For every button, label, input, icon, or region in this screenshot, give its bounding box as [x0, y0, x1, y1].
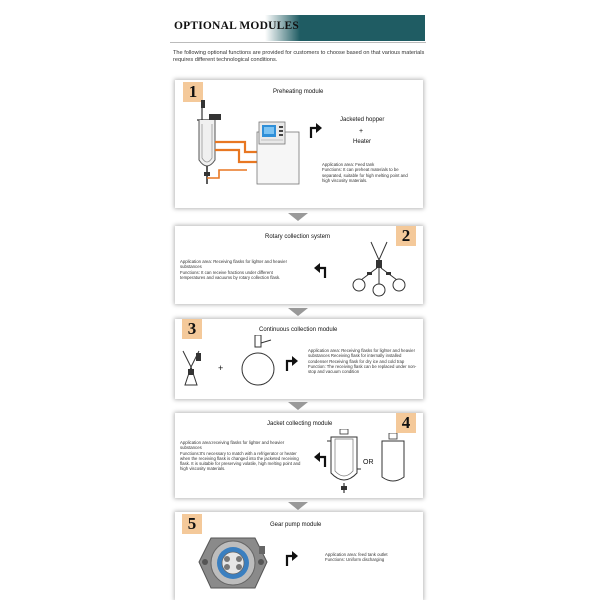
module-card-gear-pump: [175, 512, 423, 600]
receiving-flask-illustration: [380, 433, 406, 485]
option-plus-sign: +: [359, 128, 364, 135]
rotary-collector-illustration: [347, 238, 411, 300]
module-card-continuous-collection: [175, 319, 423, 399]
arrow-right-icon: [285, 355, 299, 371]
module-description: Application area: Receiving flasks for lighter and heavier substances Functions: It can receive fractions under different temperatures and vacuums by rotary collection flask.: [180, 259, 288, 280]
module-title: Rotary collection system: [265, 234, 331, 240]
header-divider: [170, 42, 426, 43]
module-card-jacket-collecting: [175, 413, 423, 498]
module-number-badge: 5: [182, 514, 202, 534]
arrow-right-icon: [309, 122, 323, 138]
module-title: Continuous collection module: [259, 327, 338, 333]
module-description: Application area: Receiving flasks for lighter and heavier substances Receiving flask for internally installed condenser Receiving flask for dry ice and cold trap Function: The receiving flask can be replaced under non-stop and vacuum condition: [308, 348, 417, 375]
round-flask-illustration: [241, 335, 275, 391]
arrow-left-icon: [313, 262, 327, 278]
arrow-right-icon: [285, 550, 299, 566]
jacketed-flask-illustration: [327, 429, 361, 495]
page-title: OPTIONAL MODULES: [174, 20, 299, 32]
module-number-badge: 4: [396, 413, 416, 433]
module-card-rotary-collection: [175, 226, 423, 304]
section-header: [170, 15, 425, 41]
module-description: Application area: Feed tank Functions: It can preheat materials to be separated, suitable for high melting point and high viscosity materials.: [322, 162, 408, 183]
module-number-badge: 2: [396, 226, 416, 246]
module-number-badge: 3: [182, 319, 202, 339]
gear-pump-illustration: [197, 532, 269, 600]
option-heater: Heater: [353, 139, 372, 145]
arrow-left-icon: [313, 451, 327, 467]
or-label: OR: [363, 459, 374, 466]
module-number-badge: 1: [183, 82, 203, 102]
module-title: Gear pump module: [270, 522, 322, 528]
intro-text: The following optional functions are provided for customers to choose based on that various materials requires different technological conditions.: [173, 50, 425, 64]
plus-sign: +: [218, 363, 224, 373]
module-description: Application area: feed tank outlet Functions: Uniform discharging: [325, 552, 388, 563]
chevron-down-icon: [288, 213, 308, 221]
chevron-down-icon: [288, 308, 308, 316]
collector-valve-illustration: [179, 347, 203, 389]
module-title: Jacket collecting module: [267, 421, 333, 427]
module-title: Preheating module: [273, 89, 324, 95]
module-card-preheating: [175, 80, 423, 208]
preheating-equipment-illustration: [185, 98, 305, 194]
chevron-down-icon: [288, 402, 308, 410]
module-description: Application area:receiving flasks for lighter and heavier substances Functions:It's necessary to match with a refrigerator or heater when the receiving flask is changed into the jacketed receiving flask. It is suitable for preserving volatile, high melting point and high viscosity materials.: [180, 440, 301, 472]
chevron-down-icon: [288, 502, 308, 510]
option-jacketed-hopper: Jacketed hopper: [340, 117, 385, 123]
